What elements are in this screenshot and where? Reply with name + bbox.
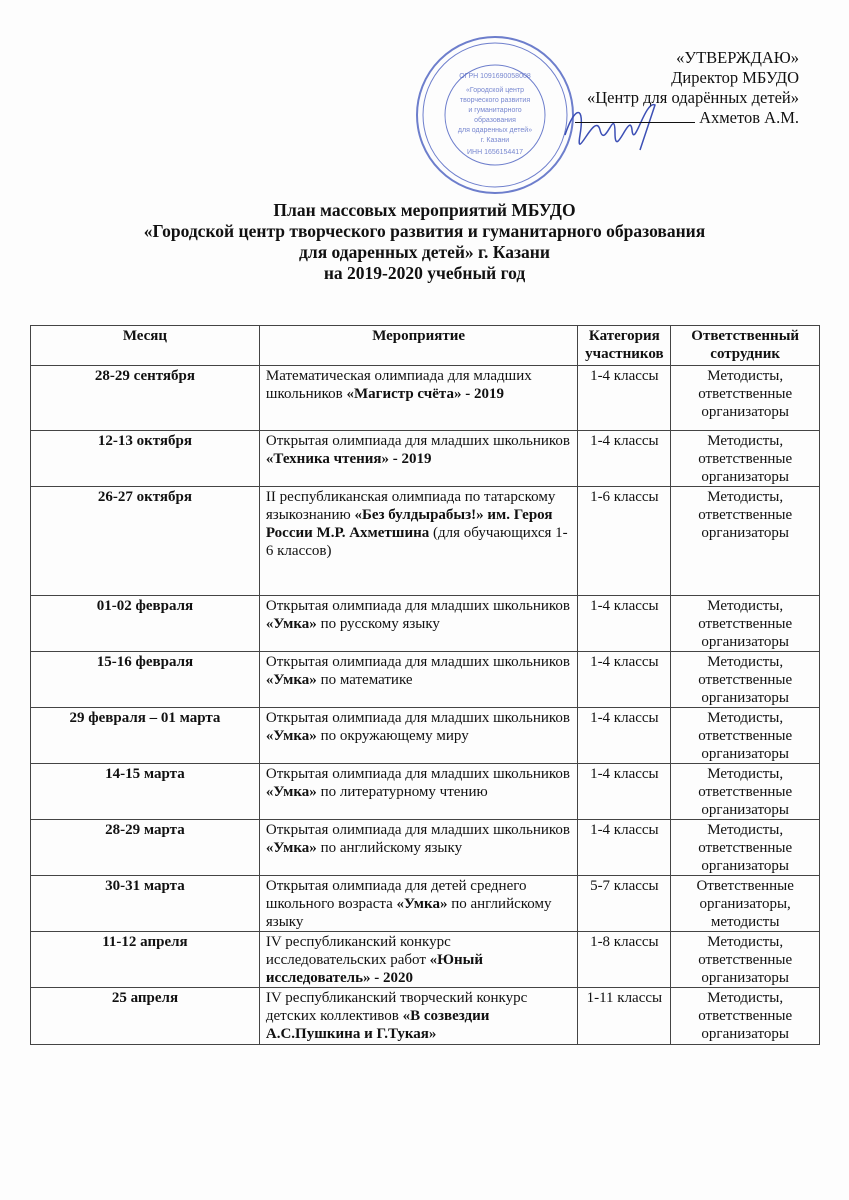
event-name: «Магистр счёта» - 2019 [346,386,504,402]
table-row [31,876,820,932]
cell-date: 29 февраля – 01 марта [31,708,260,764]
table-row [31,820,820,876]
event-text: по английскому языку [265,896,552,930]
event-text: по окружающему миру [316,728,469,744]
cell-responsible: Методисты, ответственные организаторы [671,764,820,820]
cell-category: 1-4 классы [578,708,671,764]
header-month: Месяц [31,326,260,366]
event-name: «Умка» [265,616,317,632]
cell-date: 28-29 марта [31,820,260,876]
cell-category: 1-11 классы [578,988,671,1045]
event-text: (для обучающихся 1-6 классов) [265,525,568,559]
cell-responsible: Методисты, ответственные организаторы [671,431,820,487]
cell-event [259,596,577,652]
event-text: II республиканская олимпиада по татарскому языкознанию [265,489,556,523]
event-name: «Юный исследователь» - 2020 [265,952,484,986]
events-table [30,325,820,1045]
cell-responsible: Методисты, ответственные организаторы [671,708,820,764]
event-name: «Умка» [396,896,448,912]
cell-responsible: Методисты, ответственные организаторы [671,988,820,1045]
event-text: по математике [316,672,413,688]
event-text: Открытая олимпиада для младших школьников [265,433,570,449]
cell-responsible: Методисты, ответственные организаторы [671,596,820,652]
svg-text:«Городской центр: «Городской центр [465,87,525,94]
cell-event [259,764,577,820]
title-line: План массовых мероприятий МБУДО [273,200,576,220]
table-row [31,596,820,652]
event-name: «Без булдырабыз!» им. Героя России М.Р. Ахметшина [265,507,553,541]
cell-category: 1-4 классы [578,431,671,487]
table-row [31,932,820,988]
cell-event [259,366,577,431]
event-name: «Умка» [265,784,317,800]
header-category: Категория участников [578,326,671,366]
event-text: Открытая олимпиада для младших школьников [265,710,570,726]
cell-date: 14-15 марта [31,764,260,820]
cell-category: 1-4 классы [578,764,671,820]
cell-category: 1-4 классы [578,366,671,431]
event-text: Открытая олимпиада для младших школьников [265,766,570,782]
event-text: IV республиканский конкурс исследовательских работ [265,934,451,968]
cell-responsible: Методисты, ответственные организаторы [671,652,820,708]
svg-text:творческого развития: творческого развития [459,97,531,104]
svg-text:ОГРН 1091690058008: ОГРН 1091690058008 [459,73,531,80]
cell-category: 1-6 классы [578,487,671,596]
approval-name: Ахметов А.М. [699,108,799,127]
table-row [31,431,820,487]
event-name: «В созвездии А.С.Пушкина и Г.Тукая» [265,1008,490,1042]
cell-event [259,487,577,596]
cell-event [259,431,577,487]
cell-category: 1-4 классы [578,652,671,708]
cell-category: 1-8 классы [578,932,671,988]
cell-date: 01-02 февраля [31,596,260,652]
event-text: IV республиканский творческий конкурс детских коллективов [265,990,528,1024]
approval-position: Директор МБУДО [671,68,799,87]
cell-date: 15-16 февраля [31,652,260,708]
title-line: для одаренных детей» г. Казани [299,242,550,262]
event-text: Открытая олимпиада для младших школьников [265,598,570,614]
title-line: «Городской центр творческого развития и гуманитарного образования [143,221,706,241]
event-text: Открытая олимпиада для младших школьников [265,822,570,838]
cell-event [259,932,577,988]
cell-event [259,876,577,932]
table-row [31,988,820,1045]
svg-text:и гуманитарного: и гуманитарного [468,107,522,114]
event-name: «Техника чтения» - 2019 [265,451,432,467]
event-text: по русскому языку [316,616,440,632]
cell-responsible: Методисты, ответственные организаторы [671,820,820,876]
cell-responsible: Методисты, ответственные организаторы [671,932,820,988]
cell-category: 1-4 классы [578,596,671,652]
cell-date: 28-29 сентября [31,366,260,431]
signature-line [575,122,695,123]
event-name: «Умка» [265,840,317,856]
cell-event [259,708,577,764]
svg-text:г. Казани: г. Казани [480,137,510,144]
svg-text:ИНН 1656154417: ИНН 1656154417 [466,149,524,156]
approval-heading: «УТВЕРЖДАЮ» [676,48,799,67]
approval-block [575,48,799,128]
cell-date: 30-31 марта [31,876,260,932]
table-row [31,652,820,708]
cell-responsible: Методисты, ответственные организаторы [671,366,820,431]
cell-date: 11-12 апреля [31,932,260,988]
cell-date: 25 апреля [31,988,260,1045]
cell-date: 26-27 октября [31,487,260,596]
event-name: «Умка» [265,672,317,688]
approval-organization: «Центр для одарённых детей» [587,88,799,107]
event-text: Открытая олимпиада для младших школьников [265,654,570,670]
event-text: Математическая олимпиада для младших школьников [265,368,532,402]
cell-event [259,988,577,1045]
cell-category: 1-4 классы [578,820,671,876]
event-text: по английскому языку [316,840,463,856]
svg-text:образования: образования [474,117,516,124]
header-event: Мероприятие [259,326,577,366]
event-name: «Умка» [265,728,317,744]
table-row [31,764,820,820]
event-text: Открытая олимпиада для детей среднего школьного возраста [265,878,527,912]
cell-date: 12-13 октября [31,431,260,487]
svg-text:для одаренных детей»: для одаренных детей» [457,127,533,134]
title-line: на 2019-2020 учебный год [323,263,526,283]
cell-responsible: Ответственные организаторы, методисты [671,876,820,932]
cell-responsible: Методисты, ответственные организаторы [671,487,820,596]
table-row [31,487,820,596]
cell-event [259,652,577,708]
table-row [31,366,820,431]
cell-category: 5-7 классы [578,876,671,932]
document-title [0,200,849,284]
table-row [31,708,820,764]
event-text: по литературному чтению [316,784,488,800]
header-responsible: Ответственный сотрудник [671,326,820,366]
cell-event [259,820,577,876]
